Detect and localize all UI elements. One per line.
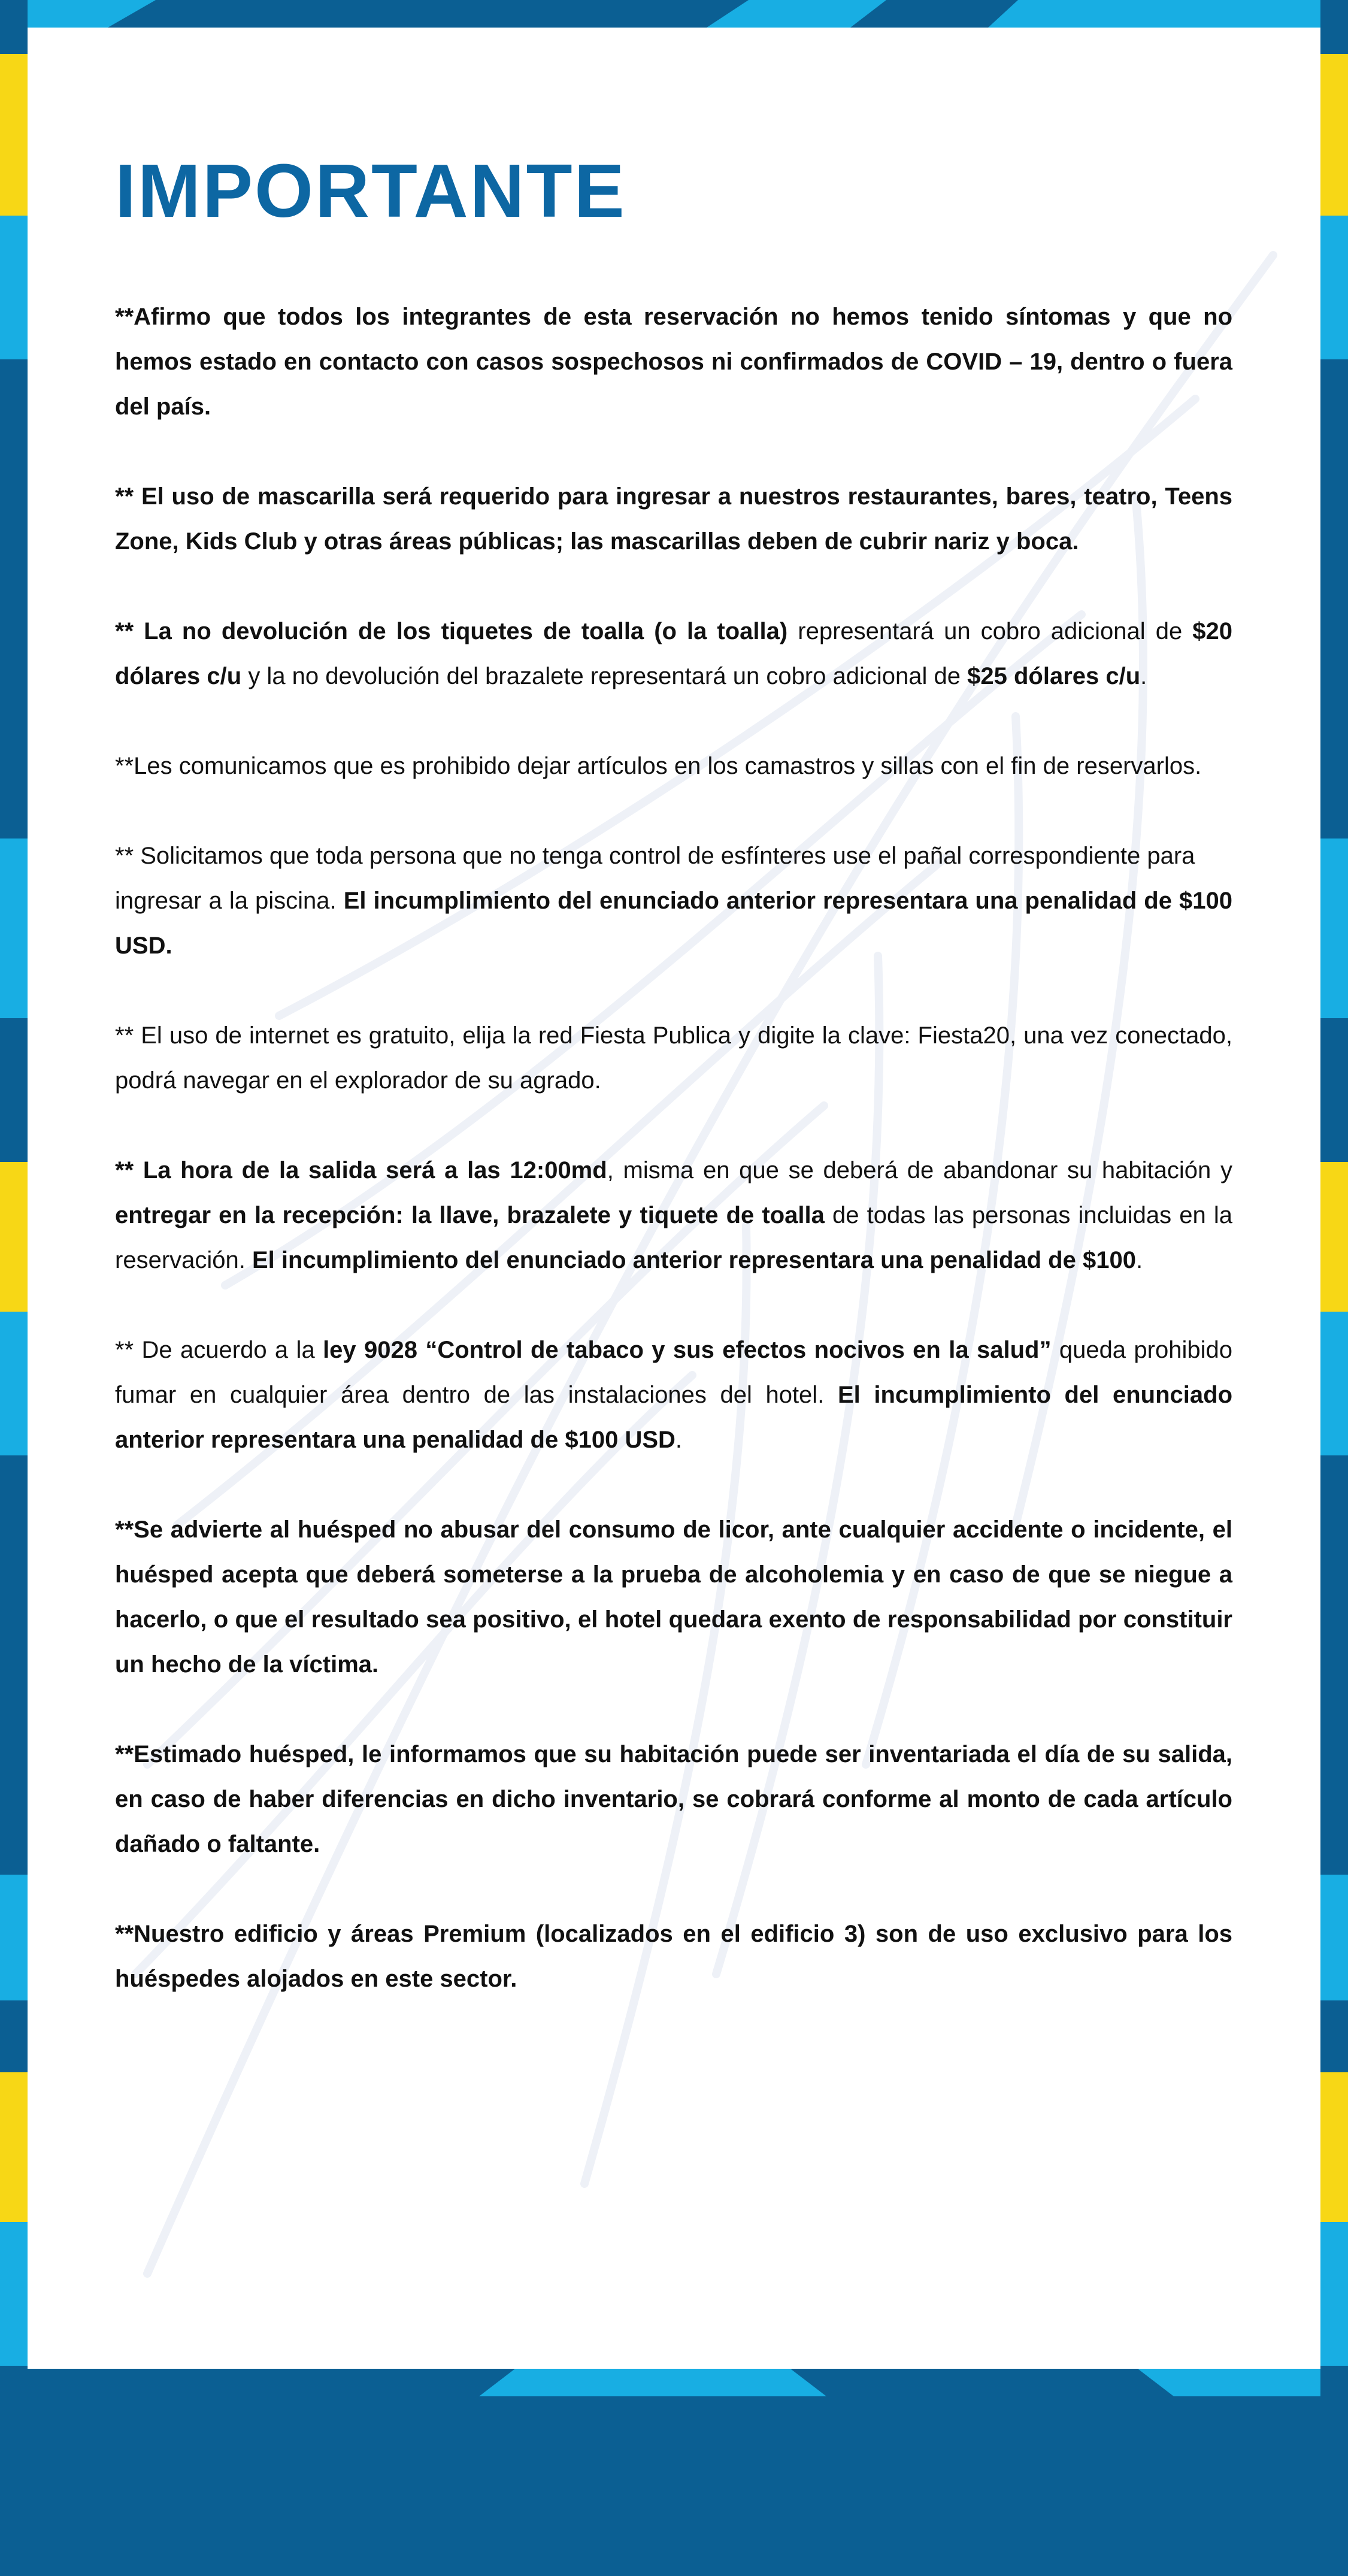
rule-paragraph	[115, 295, 1232, 429]
rule-text-bold: **Estimado huésped, le informamos que su habitación puede ser inventariada el día de su salida, en caso de haber diferencias en dicho inventario, se cobrará conforme al monto de cada artículo dañado o faltante.	[115, 1741, 1232, 1857]
rule-text-bold: entregar en la recepción: la llave, brazalete y tiquete de toalla	[115, 1202, 825, 1228]
rule-text-bold: $20 dólares c/u	[115, 618, 1232, 689]
frame-bottom-stripes	[0, 2369, 1348, 2396]
frame-band	[0, 0, 28, 54]
rule-text: .	[1135, 1247, 1143, 1273]
frame-band	[0, 839, 28, 1018]
frame-band	[0, 216, 28, 359]
rule-text-bold: ** El uso de mascarilla será requerido para ingresar a nuestros restaurantes, bares, teatro, Teens Zone, Kids Club y otras áreas públicas; las mascarillas deben de cubrir nariz y boca.	[115, 483, 1232, 555]
frame-band	[1320, 54, 1348, 216]
rule-paragraph	[115, 1013, 1232, 1103]
rule-paragraph	[115, 1328, 1232, 1463]
frame-band	[0, 2222, 28, 2366]
rule-text-bold: **Afirmo que todos los integrantes de esta reservación no hemos tenido síntomas y que no hemos estado en contacto con casos sospechosos ni confirmados de COVID – 19, dentro o fuera del país.	[115, 304, 1232, 420]
frame-band	[1320, 216, 1348, 359]
frame-band	[0, 2072, 28, 2222]
frame-band	[0, 1162, 28, 1312]
rule-text-bold: ** La no devolución de los tiquetes de toalla (o la toalla)	[115, 618, 788, 644]
rule-text-bold: $25 dólares c/u	[967, 663, 1141, 689]
rule-paragraph	[115, 1912, 1232, 2002]
frame-band	[1320, 2072, 1348, 2222]
rule-text-bold: El incumplimiento del enunciado anterior representara una penalidad de $100 USD	[115, 1382, 1232, 1453]
rule-text: .	[1140, 663, 1147, 689]
rule-paragraph	[115, 744, 1232, 789]
rule-text: ** Solicitamos que toda persona que no tenga control de esfínteres use el pañal correspondiente para	[115, 843, 1195, 869]
rule-text: queda prohibido fumar en cualquier área dentro de las instalaciones del hotel.	[115, 1337, 1232, 1408]
frame-band	[0, 54, 28, 216]
rule-text-bold: ley 9028 “Control de tabaco y sus efectos nocivos en la salud”	[323, 1337, 1052, 1363]
rule-text-bold: El incumplimiento del enunciado anterior representara una penalidad de $100	[252, 1247, 1136, 1273]
rule-text-bold: El incumplimiento del enunciado anterior representara una penalidad de $100 USD.	[115, 888, 1232, 959]
frame-band	[1320, 0, 1348, 54]
frame-band	[1320, 2000, 1348, 2072]
frame-top	[0, 0, 1348, 28]
frame-band	[0, 359, 28, 839]
rule-paragraph	[115, 474, 1232, 564]
frame-band	[1320, 839, 1348, 1018]
frame-band	[1320, 359, 1348, 839]
frame-right	[1320, 0, 1348, 2396]
frame-top-stripes	[0, 0, 1348, 28]
rule-paragraph	[115, 1148, 1232, 1283]
page-title: IMPORTANTE	[115, 149, 626, 233]
frame-band	[1320, 2366, 1348, 2576]
frame-bottom	[0, 2369, 1348, 2396]
rules-list	[115, 295, 1232, 2002]
rule-text: **Les comunicamos que es prohibido dejar artículos en los camastros y sillas con el fin de reservarlos.	[115, 753, 1202, 779]
rule-text: .	[675, 1427, 683, 1453]
frame-band	[0, 2000, 28, 2072]
frame-band	[1320, 2222, 1348, 2366]
rule-text-bold: **Nuestro edificio y áreas Premium (localizados en el edificio 3) son de uso exclusivo para los huéspedes alojados en este sector.	[115, 1921, 1232, 1992]
rule-text-bold: ** La hora de la salida será a las 12:00md	[115, 1157, 607, 1183]
frame-band	[1320, 1875, 1348, 2000]
rule-text: representará un cobro adicional de	[787, 618, 1193, 644]
rule-paragraph	[115, 609, 1232, 699]
frame-band	[1320, 1455, 1348, 1875]
frame-left	[0, 0, 28, 2396]
frame-band	[1320, 1312, 1348, 1455]
rule-text: , misma en que se deberá de abandonar su habitación y	[607, 1157, 1232, 1183]
frame-band	[1320, 1162, 1348, 1312]
rule-text: ** De acuerdo a la	[115, 1337, 323, 1363]
notice-card	[28, 28, 1320, 2369]
frame-band	[0, 1875, 28, 2000]
rule-text: de todas las personas incluidas en la reservación.	[115, 1202, 1233, 1273]
frame-band	[0, 1455, 28, 1875]
rule-text: y la no devolución del brazalete representará un cobro adicional de	[241, 663, 968, 689]
notice-content	[115, 149, 1233, 2047]
frame-band	[0, 1312, 28, 1455]
frame-band	[0, 2366, 28, 2576]
rule-text-bold: **Se advierte al huésped no abusar del consumo de licor, ante cualquier accidente o incidente, el huésped acepta que deberá someterse a la prueba de alcoholemia y en caso de que se niegue a hacerlo, o que el resultado sea positivo, el hotel quedara exento de responsabilidad por constituir un hecho de la víctima.	[115, 1516, 1232, 1678]
rule-paragraph	[115, 1508, 1232, 1687]
rule-text: ingresar a la piscina.	[115, 888, 344, 914]
rule-paragraph	[115, 1732, 1232, 1867]
rule-text: ** El uso de internet es gratuito, elija la red Fiesta Publica y digite la clave: Fiesta20, una vez conectado, podrá navegar en el explorador de su agrado.	[115, 1022, 1232, 1094]
rule-paragraph	[115, 834, 1232, 968]
frame-band	[0, 1018, 28, 1162]
frame-band	[1320, 1018, 1348, 1162]
